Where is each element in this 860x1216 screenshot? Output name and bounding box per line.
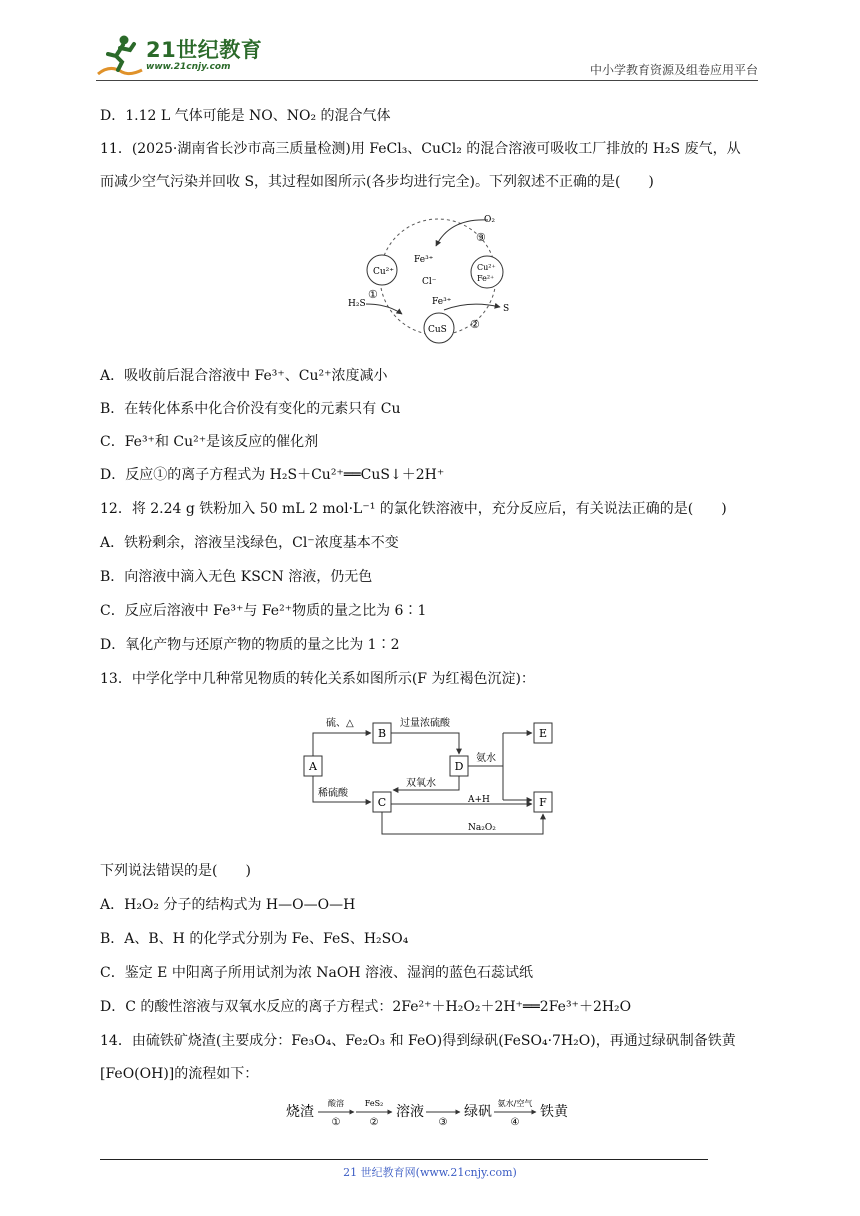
cus-label: CuS [428,325,447,335]
step2-top: FeS₂ [364,1099,384,1108]
cu2-fe2-label-b: Fe²⁺ [477,274,495,283]
platform-name: 中小学教育资源及组卷应用平台 [589,63,758,77]
q12-option-b: B．向溶液中滴入无色 KSCN 溶液，仍无色 [100,569,373,585]
q12-option-d: D．氧化产物与还原产物的物质的量之比为 1∶2 [100,637,400,653]
q11-option-c: C．Fe³⁺和 Cu²⁺是该反应的催化剂 [100,434,319,450]
s-label: S [503,304,510,314]
flow-solution: 溶液 [396,1104,424,1120]
o2-label: O₂ [484,215,495,225]
cu2-fe2-node [471,256,503,288]
step3-bottom: ③ [438,1117,448,1128]
logo [96,34,266,80]
cu2-label: Cu²⁺ [373,267,395,277]
q12-option-c: C．反应后溶液中 Fe³⁺与 Fe²⁺物质的量之比为 6∶1 [100,603,427,619]
q13-option-c: C．鉴定 E 中阳离子所用试剂为浓 NaOH 溶液、湿润的蓝色石蕊试纸 [100,965,534,981]
step2-bottom: ② [369,1117,379,1128]
q13-flow-diagram [298,710,568,838]
q11-stem-line1: 11．(2025·湖南省长沙市高三质量检测)用 FeCl₃、CuCl₂ 的混合溶液可吸收工厂排放的 H₂S 废气，从 [100,141,741,157]
q12-option-a: A．铁粉剩余，溶液呈浅绿色，Cl⁻浓度基本不变 [100,535,399,551]
step1-bottom: ① [331,1117,341,1128]
step4-bottom: ④ [510,1117,520,1128]
footer-divider [100,1159,708,1160]
q12-stem: 12．将 2.24 g 铁粉加入 50 mL 2 mol·L⁻¹ 的氯化铁溶液中，充分反应后，有关说法正确的是( ) [100,501,727,517]
q14-stem-line2: [FeO(OH)]的流程如下： [100,1066,259,1082]
node-b-label: B [377,727,387,740]
logo-url: www.21cnjy.com [146,62,231,72]
q11-cycle-diagram [340,204,530,350]
ammonia-label: 氨水 [476,753,496,764]
q11-stem-line2: 而减少空气污染并回收 S，其过程如图所示(各步均进行完全)。下列叙述不正确的是( ) [100,174,654,190]
q14-stem-line1: 14．由硫铁矿烧渣(主要成分：Fe₃O₄、Fe₂O₃ 和 FeO)得到绿矾(FeSO₄·7H₂O)，再通过绿矾制备铁黄 [100,1033,736,1049]
excess-h2so4-label: 过量浓硫酸 [400,718,450,729]
q13-option-b: B．A、B、H 的化学式分别为 Fe、FeS、H₂SO₄ [100,931,409,947]
step3-label: ③ [476,231,486,244]
q14-process-flow [286,1094,586,1130]
step1-label: ① [368,288,378,301]
h2s-label: H₂S [348,299,366,309]
flow-green-vitriol: 绿矾 [464,1104,492,1120]
step2-label: ② [470,318,480,331]
q11-option-b: B．在转化体系中化合价没有变化的元素只有 Cu [100,401,401,417]
header-divider [96,80,758,81]
h2o2-label: 双氧水 [406,778,436,789]
q11-option-a: A．吸收前后混合溶液中 Fe³⁺、Cu²⁺浓度减小 [100,368,388,384]
step4-top: 氨水/空气 [497,1099,533,1108]
logo-text: 21世纪教育 [146,38,263,62]
step1-top: 酸溶 [328,1099,344,1108]
node-d-label: D [454,760,464,773]
na2o2-label: Na₂O₂ [468,823,496,833]
node-f-label: F [539,796,547,809]
q13-option-a: A．H₂O₂ 分子的结构式为 H—O—O—H [100,897,356,913]
sulfur-heat-label: 硫、△ [326,718,354,729]
cu2-fe2-label-a: Cu²⁺ [477,263,496,272]
fe3-mid-label: Fe³⁺ [432,297,452,307]
footer-text: 21 世纪教育网(www.21cnjy.com) [343,1166,517,1179]
node-e-label: E [538,727,548,740]
flow-end: 铁黄 [540,1104,568,1120]
runner-logo-icon [96,34,144,80]
page-header [96,34,758,82]
q13-stem: 13．中学化学中几种常见物质的转化关系如图所示(F 为红褐色沉淀)： [100,671,535,687]
a-plus-h-label: A+H [468,795,490,805]
flow-start: 烧渣 [286,1104,314,1120]
node-c-label: C [377,796,387,809]
dilute-h2so4-label: 稀硫酸 [318,788,348,799]
q10-option-d: D．1.12 L 气体可能是 NO、NO₂ 的混合气体 [100,108,391,124]
q13-option-d: D．C 的酸性溶液与双氧水反应的离子方程式：2Fe²⁺＋H₂O₂＋2H⁺══2Fe³⁺＋2H₂O [100,999,632,1015]
node-a-label: A [309,760,317,773]
q11-option-d: D．反应①的离子方程式为 H₂S＋Cu²⁺══CuS↓＋2H⁺ [100,467,445,483]
fe3-top-label: Fe³⁺ [414,255,434,265]
cl-label: Cl⁻ [422,277,437,287]
q13-question: 下列说法错误的是( ) [100,863,251,879]
